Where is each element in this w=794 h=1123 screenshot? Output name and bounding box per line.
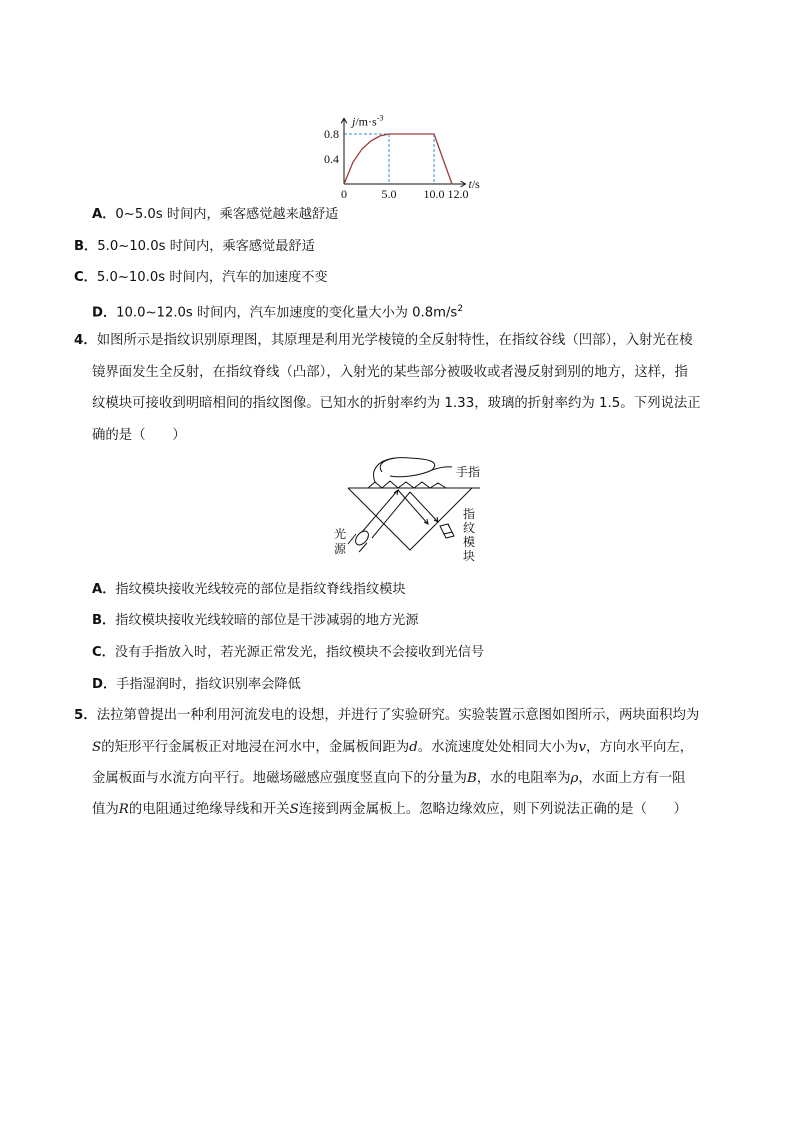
fingerprint-ridges	[368, 481, 446, 488]
stem-text: 的电阻通过绝缘导线和开关	[128, 802, 290, 817]
stem-text: ，水面上方有一阻	[578, 771, 686, 786]
q4-stem-line-2: 镜界面发生全反射，在指纹脊线（凸部），入射光的某些部分被吸收或者漫反射到别的地方，这样，指	[92, 365, 688, 380]
q5-stem-line-2	[92, 739, 693, 757]
x-tick-label: 10.0	[423, 187, 445, 201]
q5-stem-line-4	[92, 801, 687, 819]
option-text: 手指湿润时，指纹识别率会降低	[116, 677, 301, 692]
finger-shape	[380, 458, 435, 477]
q3-option-a	[92, 206, 338, 224]
incident-ray	[362, 490, 398, 532]
q5-stem-line-3	[92, 770, 686, 788]
q3-option-c	[74, 269, 328, 287]
y-axis-label: $j/m\cdot s^{-3}$	[352, 113, 384, 129]
stem-text: ，方向水平向左，	[586, 740, 694, 755]
fingerprint-diagram	[320, 452, 500, 570]
math-var: S	[289, 802, 299, 817]
module-label-1: 指	[463, 507, 476, 521]
light-source-icon	[348, 529, 371, 552]
math-var: ρ	[570, 771, 579, 786]
y-tick-label: 0.4	[324, 152, 339, 166]
option-letter: A．	[92, 582, 116, 597]
chart-guides	[344, 134, 434, 184]
q4-stem-line-1	[74, 332, 693, 350]
q4-option-a	[92, 581, 406, 599]
option-letter: B．	[74, 239, 98, 254]
fingerprint-module-icon	[440, 524, 454, 538]
q4-option-d	[92, 676, 301, 694]
stem-text: ，水的电阻率为	[476, 771, 571, 786]
y-tick-label: 0.8	[324, 127, 339, 141]
stem-text: 的矩形平行金属板正对地浸在河水中，金属板间距为	[101, 740, 410, 755]
option-text: 5.0~10.0s 时间内，乘客感觉最舒适	[97, 239, 315, 254]
q3-option-b	[74, 238, 315, 256]
option-letter: B．	[92, 613, 116, 628]
stem-text: 法拉第曾提出一种利用河流发电的设想，并进行了实验研究。实验装置示意图如图所示，两块面积均为	[96, 708, 700, 723]
module-label-3: 模	[463, 535, 476, 549]
math-var: R	[118, 802, 129, 817]
source-label-1: 光	[334, 527, 347, 541]
stem-text: 值为	[92, 802, 119, 817]
module-label-2: 纹	[463, 521, 476, 535]
q4-stem-line-3: 纹模块可接收到明暗相间的指纹图像。已知水的折射率约为 1.33，玻璃的折射率约为 1.5。下列说法正	[92, 396, 701, 411]
option-text: 指纹模块接收光线较亮的部位是指纹脊线指纹模块	[115, 582, 406, 597]
q3-option-d	[92, 300, 463, 322]
math-var: v	[578, 740, 587, 755]
chart-series	[344, 134, 452, 184]
stem-text: 如图所示是指纹识别原理图，其原理是利用光学棱镜的全反射特性，在指纹谷线（凹部），入射光在棱	[96, 333, 693, 348]
module-label-4: 块	[463, 549, 476, 563]
q4-stem-line-4: 确的是（ ）	[92, 428, 186, 443]
jerk-time-chart	[300, 95, 510, 205]
superscript: 2	[457, 304, 464, 314]
x-tick-label: 12.0	[447, 187, 469, 201]
series-line	[344, 134, 452, 184]
option-letter: A．	[92, 207, 116, 222]
option-letter: C．	[74, 270, 97, 285]
option-letter: D．	[92, 677, 117, 692]
option-text: 指纹模块接收光线较暗的部位是干涉减弱的地方光源	[115, 613, 419, 628]
stem-text: 金属板面与水流方向平行。地磁场磁感应强度竖直向下的分量为	[92, 771, 467, 786]
x-axis-label: t/s	[468, 177, 480, 191]
math-var: d	[409, 740, 418, 755]
option-text: 0~5.0s 时间内，乘客感觉越来越舒适	[115, 207, 339, 222]
q4-option-b	[92, 612, 419, 630]
stem-text: 。水流速度处处相同大小为	[417, 740, 579, 755]
x-tick-label: 0	[341, 187, 347, 201]
math-var: B	[466, 771, 477, 786]
math-var: S	[92, 740, 102, 755]
finger-label: 手指	[456, 465, 481, 479]
chart-labels	[324, 113, 480, 201]
stem-text: 连接到两金属板上。忽略边缘效应，则下列说法正确的是（ ）	[298, 802, 688, 817]
question-number: 4．	[74, 333, 97, 348]
option-text: 5.0~10.0s 时间内，汽车的加速度不变	[96, 270, 328, 285]
x-tick-label: 5.0	[381, 187, 397, 201]
q5-stem-line-1	[74, 707, 699, 725]
question-number: 5．	[74, 708, 97, 723]
source-label-2: 源	[334, 542, 347, 556]
q4-option-c	[92, 644, 484, 662]
option-text: 10.0~12.0s 时间内，汽车加速度的变化量大小为 0.8m/s	[116, 305, 458, 321]
option-letter: D．	[92, 305, 117, 321]
option-text: 没有手指放入时，若光源正常发光，指纹模块不会接收到光信号	[114, 645, 485, 660]
option-letter: C．	[92, 645, 115, 660]
